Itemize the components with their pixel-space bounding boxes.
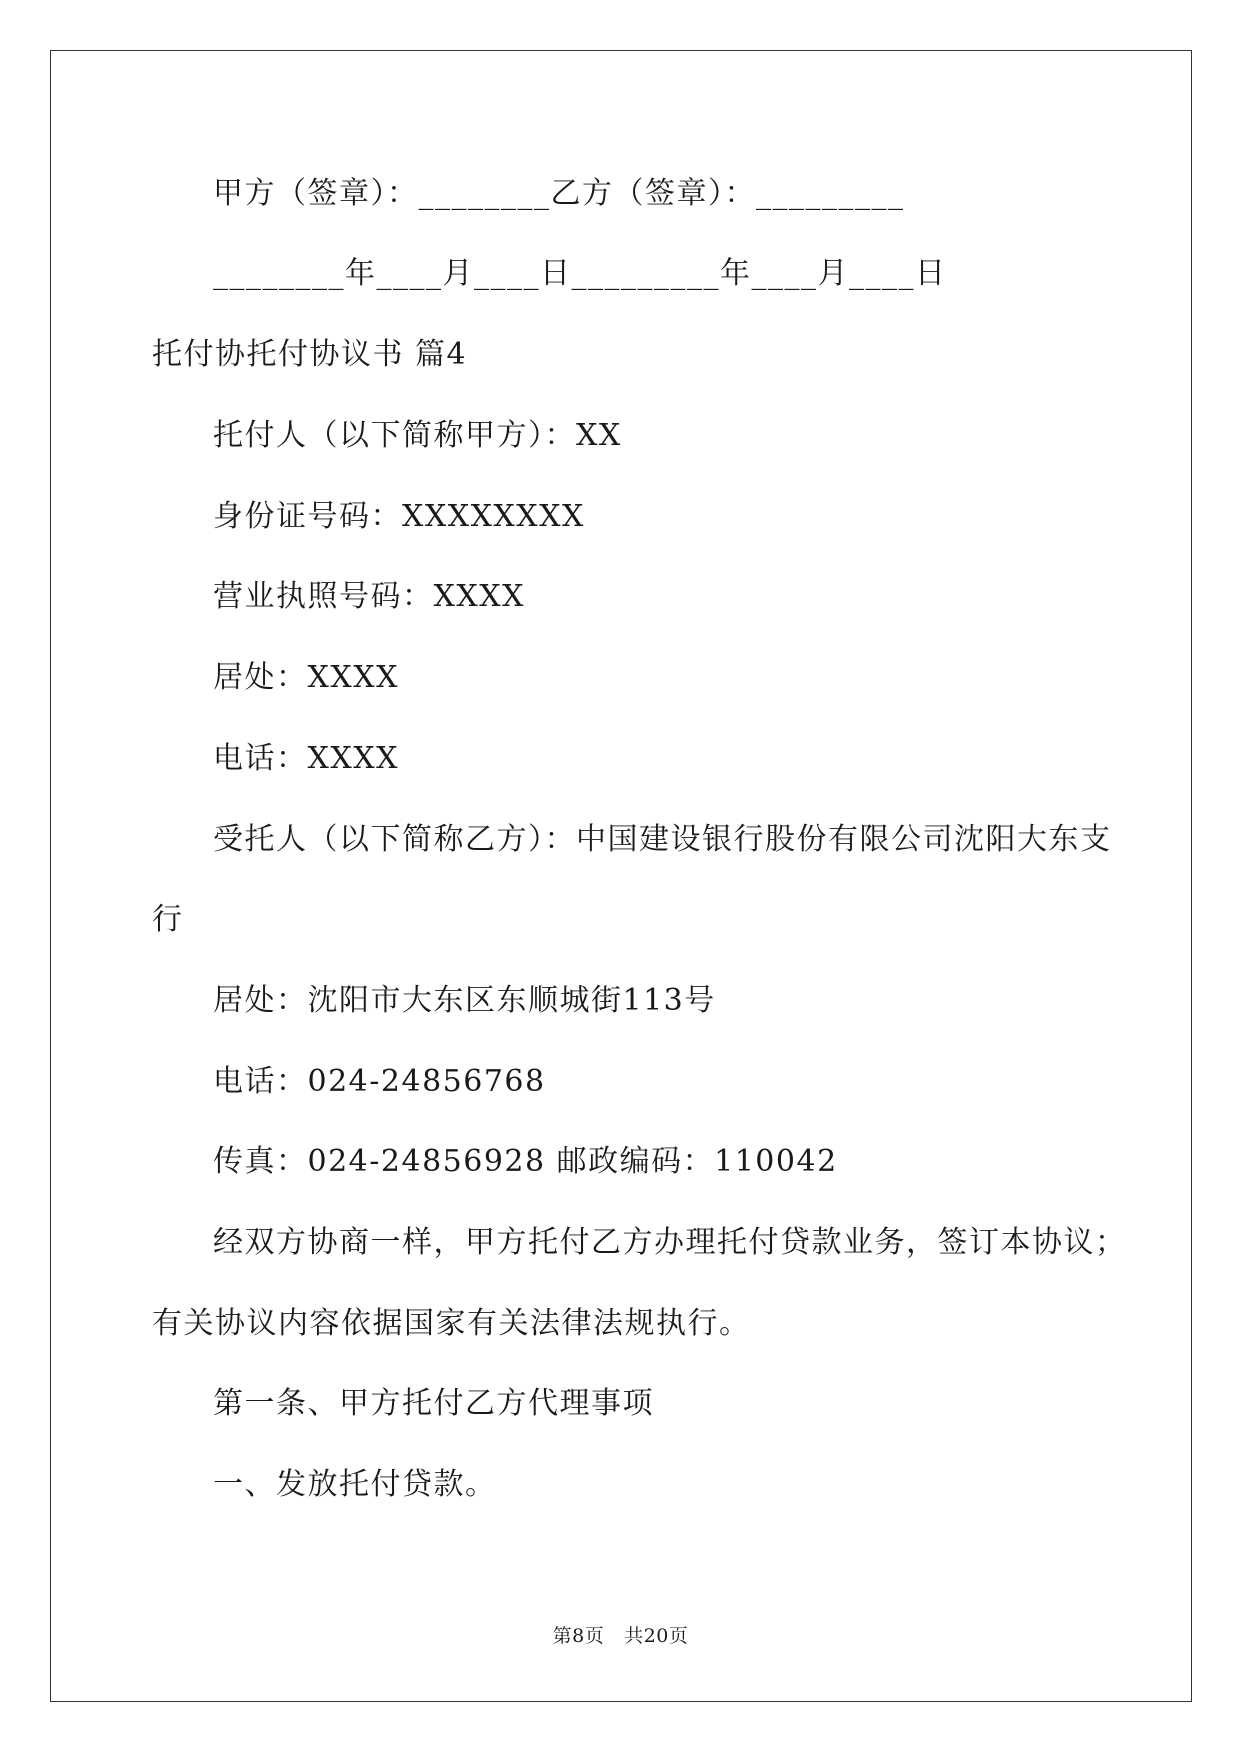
- agreement-paragraph-continued: 有关协议内容依据国家有关法律法规执行。: [152, 1306, 751, 1341]
- article-one-heading: 第一条、甲方托付乙方代理事项: [213, 1386, 654, 1421]
- license-number-line: 营业执照号码：XXXX: [213, 579, 525, 614]
- item-one-line: 一、发放托付贷款。: [213, 1467, 497, 1502]
- trustee-line: 受托人（以下简称乙方）：中国建设银行股份有限公司沈阳大东支: [213, 822, 1112, 857]
- principal-address-line: 居处：XXXX: [213, 660, 399, 695]
- fax-postcode-line: 传真：024-24856928 邮政编码：110042: [213, 1144, 838, 1179]
- page-total: 共20页: [624, 1625, 689, 1647]
- page-border: [50, 50, 1192, 1702]
- page-number: 第8页: [552, 1625, 605, 1647]
- principal-phone-line: 电话：XXXX: [213, 741, 399, 776]
- principal-line: 托付人（以下简称甲方）：XX: [213, 418, 622, 453]
- trustee-address-line: 居处：沈阳市大东区东顺城街113号: [213, 983, 716, 1018]
- trustee-line-continued: 行: [152, 902, 184, 937]
- date-line: ________年____月____日_________年____月____日: [213, 256, 947, 291]
- signature-line: 甲方（签章）：________乙方（签章）：_________: [213, 176, 905, 211]
- trustee-phone-line: 电话：024-24856768: [213, 1064, 546, 1099]
- section-heading: 托付协托付协议书 篇4: [152, 337, 468, 372]
- agreement-paragraph: 经双方协商一样，甲方托付乙方办理托付贷款业务，签订本协议；: [213, 1225, 1127, 1260]
- id-number-line: 身份证号码：XXXXXXXX: [213, 499, 585, 534]
- page-footer: [0, 1624, 1241, 1648]
